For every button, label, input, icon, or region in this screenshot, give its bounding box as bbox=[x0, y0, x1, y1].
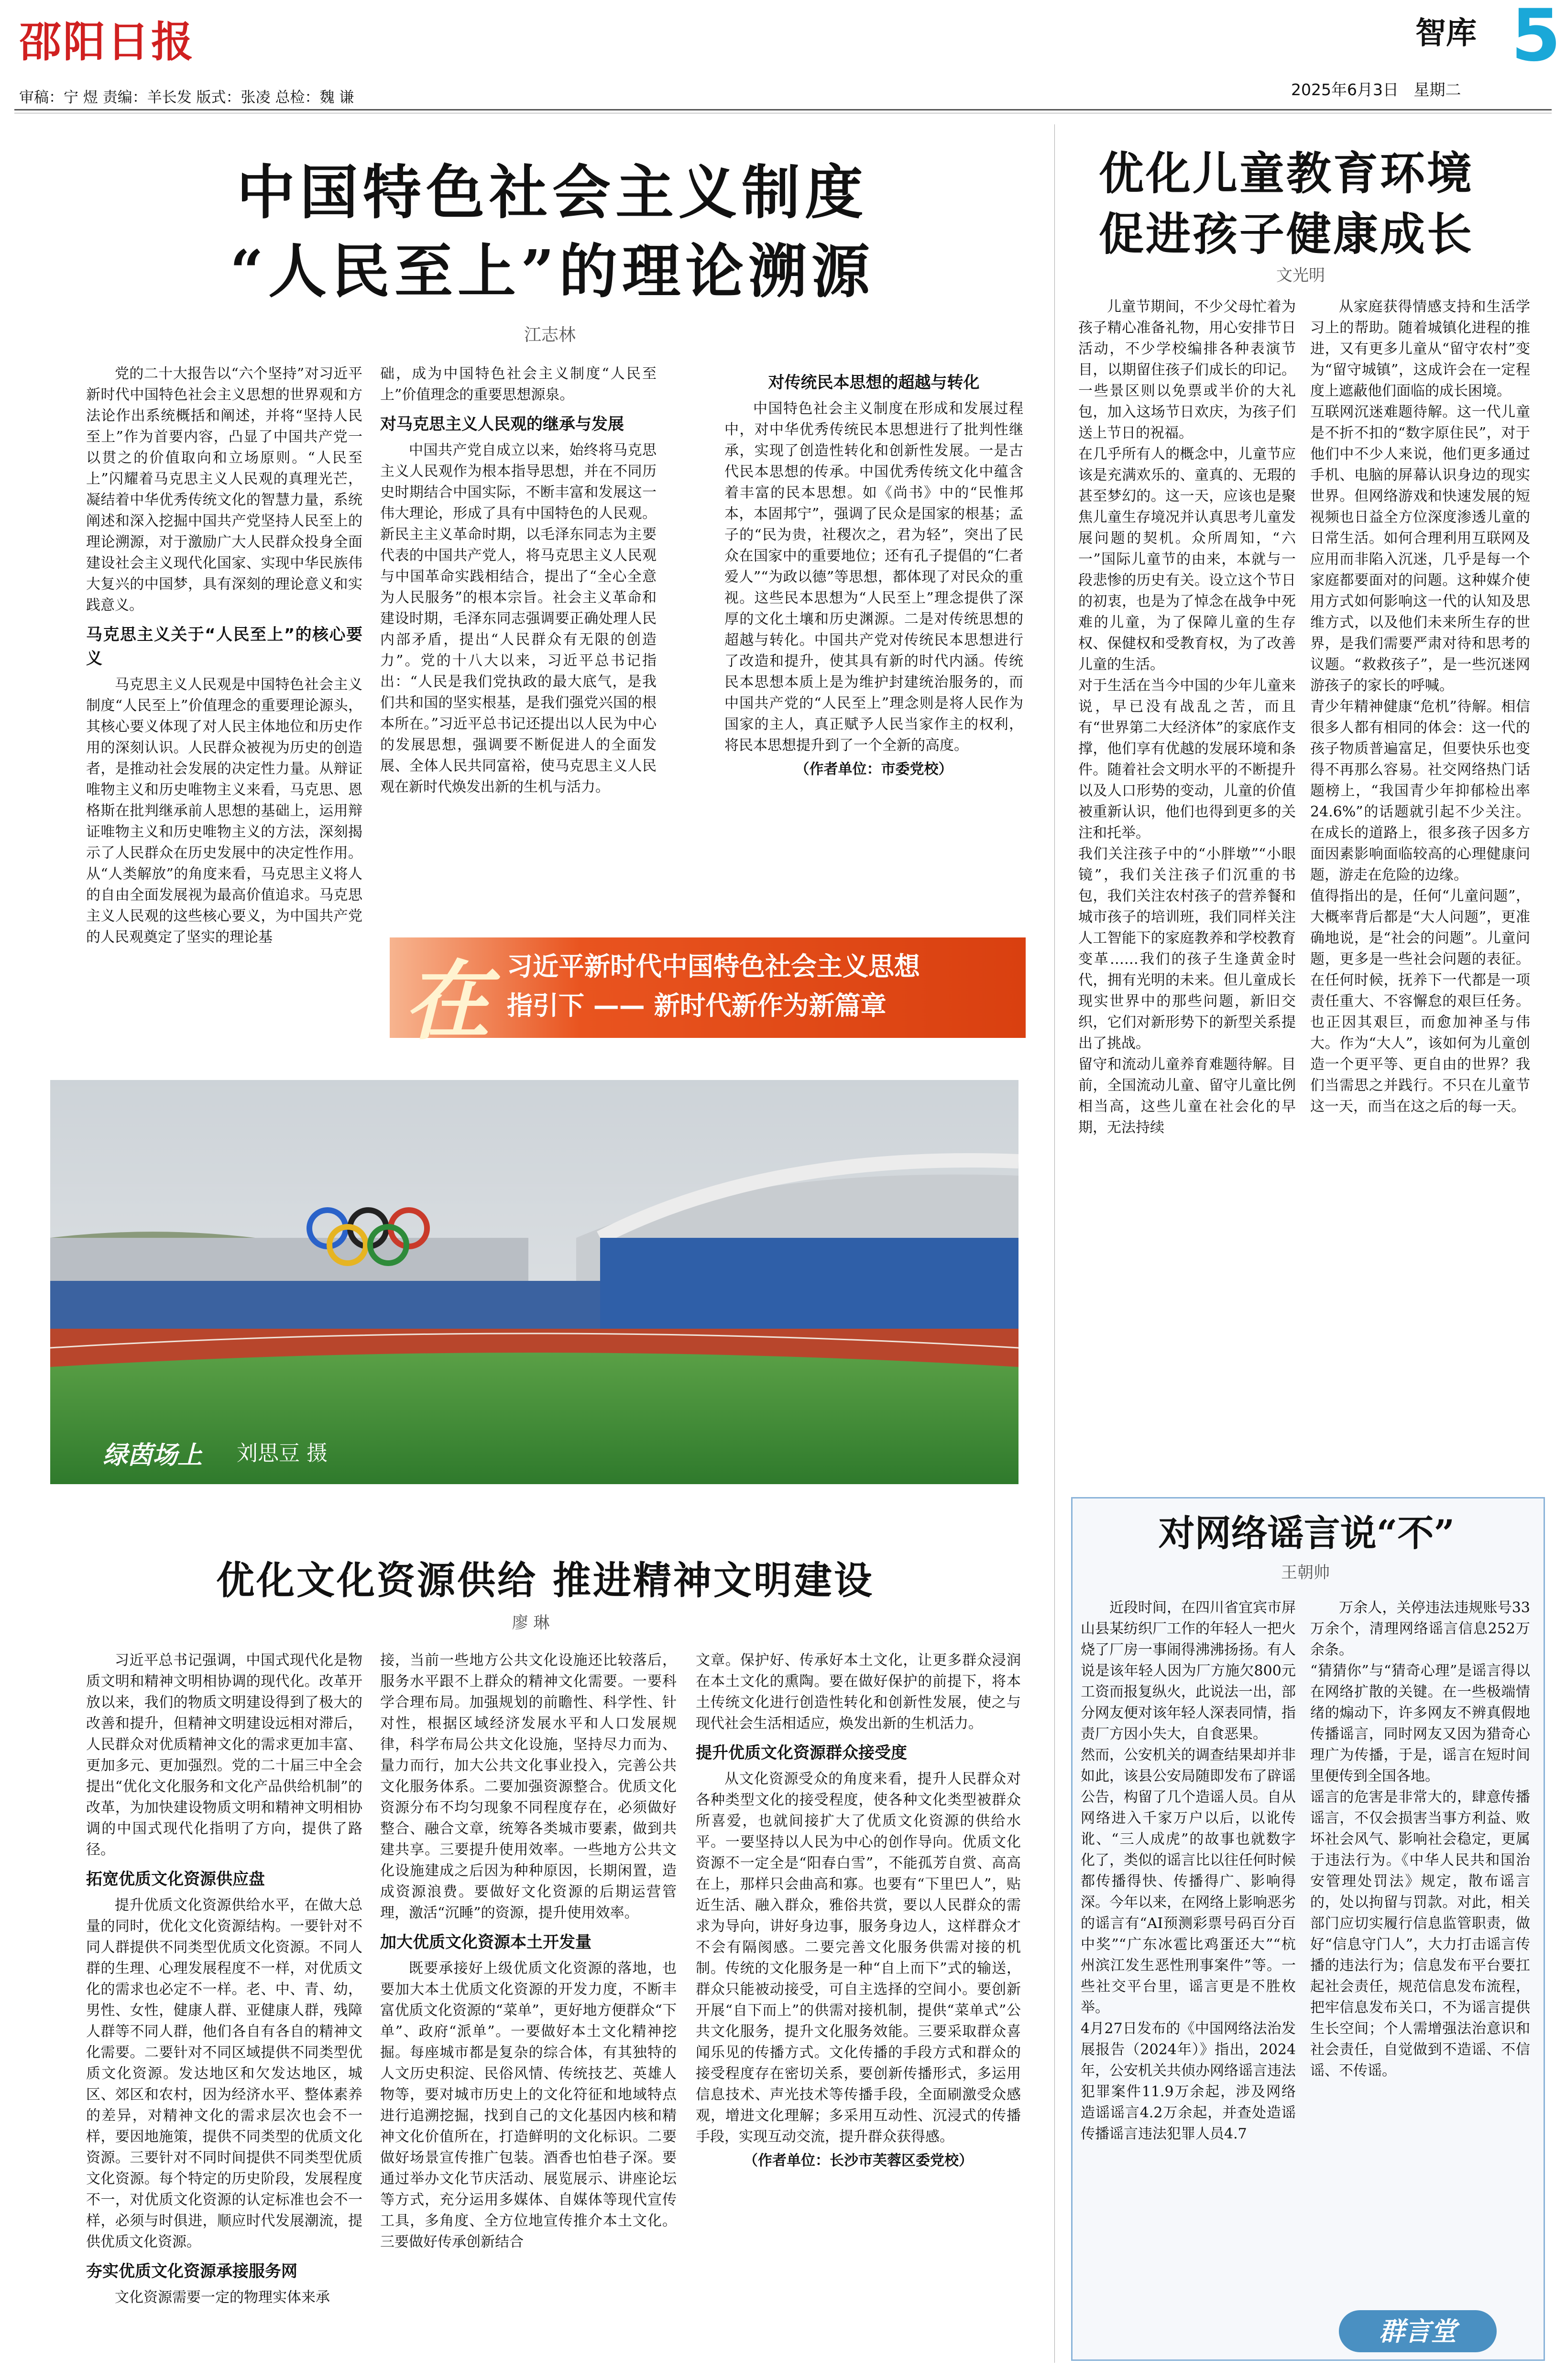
banner-big-character: 在 bbox=[404, 951, 491, 1052]
article1-paragraph: 党的二十大报告以“六个坚持”对习近平新时代中国特色社会主义思想的世界观和方法论作出系统概括和阐述，并将“坚持人民至上”作为首要内容，凸显了中国共产党一以贯之的价值取向和立场原则。“人民至上”闪耀着马克思主义人民观的真理光芒，凝结着中华优秀传统文化的智慧力量，系统阐述和深入挖掘中国共产党坚持人民至上的理论溯源，对于激励广大人民群众投身全面建设社会主义现代化国家、实现中华民族伟大复兴的中国梦，具有深刻的理论意义和实践意义。 bbox=[86, 365, 362, 614]
article3-column-2 bbox=[380, 1650, 677, 2368]
article3-subheading-3: 加大优质文化资源本土开发量 bbox=[380, 1933, 591, 1952]
article1-paragraph: 中国共产党自成立以来，始终将马克思主义人民观作为根本指导思想，并在不同历史时期结合中国实际，不断丰富和发展这一伟大理论，形成了具有中国特色的人民观。新民主主义革命时期，以毛泽东同志为主要代表的中国共产党人，将马克思主义人民观与中国革命实践相结合，提出了“全心全意为人民服务”的根本宗旨。社会主义革命和建设时期，毛泽东同志强调要正确处理人民内部矛盾，提出“人民群众有无限的创造力”。党的十八大以来，习近平总书记指出：“人民是我们党执政的最大底气，是我们共和国的坚实根基，是我们强党兴国的根本所在。”习近平总书记还提出以人民为中心的发展思想，强调要不断促进人的全面发展、全体人民共同富裕，使马克思主义人民观在新时代焕发出新的生机与活力。 bbox=[380, 442, 657, 795]
article2-author: 文光明 bbox=[1276, 266, 1325, 285]
article4-column-2: 万余人，关停违法违规账号33万余个，清理网络谣言信息252万余条。 “猜猜你”与“猜奇心理”是谣言得以在网络扩散的关键。在一些极端情绪的煽动下，许多网友不辨真假地传播谣言，同时网友又因为猎奇心理广为传播，于是，谣言在短时间里便传到全国各地。 谣言的危害是非常大的，肆意传播谣言，不仅会损害当事方利益、败坏社会风气、影响社会稳定，更属于违法行为。《中华人民共和国治安管理处罚法》规定，散布谣言的，处以拘留与罚款。对此，相关部门应切实履行信息监管职责，做好“信息守门人”，大力打击谣言传播的违法行为；信息发布平台要扛起社会责任，规范信息发布流程，把牢信息发布关口，不为谣言提供生长空间；个人需增强法治意识和社会责任，自觉做到不造谣、不信谣、不传谣。 bbox=[1310, 1599, 1530, 2079]
article1-title-line2: “人民至上”的理论溯源 bbox=[230, 236, 875, 306]
staff-line: 审稿：宁 煜 责编：羊长发 版式：张凌 总检：魏 谦 bbox=[19, 89, 354, 106]
article4-author: 王朝帅 bbox=[1281, 1563, 1330, 1582]
article3-paragraph: 既要承接好上级优质文化资源的落地，也要加大本土优质文化资源的开发力度，不断丰富优质文化资源的“菜单”，更好地方便群众“下单”、政府“派单”。一要做好本土文化精神挖掘。每座城市都是复杂的综合体，有其独特的人文历史积淀、民俗风情、传统技艺、英雄人物等，要对城市历史上的文化符征和地域特点进行追溯挖掘，找到自己的文化基因内核和精神文化价值所在，打造鲜明的文化标识。二要做好场景宣传推广包装。酒香也怕巷子深。要通过举办文化节庆活动、展览展示、讲座论坛等方式，充分运用多媒体、自媒体等现代宣传工具，多角度、全方位地宣传推介本土文化。三要做好传承创新结合 bbox=[380, 1960, 677, 2250]
column-divider bbox=[1054, 124, 1055, 2363]
article1-title-line1: 中国特色社会主义制度 bbox=[237, 158, 868, 227]
article1-subheading-2: 对马克思主义人民观的继承与发展 bbox=[380, 415, 624, 434]
article1-subheading-1: 马克思主义关于“人民至上”的核心要义 bbox=[86, 625, 362, 668]
article1-title bbox=[158, 153, 947, 310]
article3-author-note: （作者单位：长沙市芙蓉区委党校） bbox=[744, 2152, 973, 2169]
date: 2025年6月3日 bbox=[1291, 80, 1399, 99]
article3-subheading-2: 夯实优质文化资源承接服务网 bbox=[86, 2262, 297, 2281]
column-tag: 群言堂 bbox=[1339, 2310, 1497, 2352]
weekday: 星期二 bbox=[1413, 80, 1461, 99]
article2-title bbox=[1071, 143, 1501, 265]
article3-subheading-4: 提升优质文化资源群众接受度 bbox=[696, 1743, 907, 1763]
article3-paragraph: 从文化资源受众的角度来看，提升人民群众对各种类型文化的接受程度，使各种文化类型被群众所喜爱，也就间接扩大了优质文化资源的供给水平。一要坚持以人民为中心的创作导向。优质文化资源不一定全是“阳春白雪”，不能孤芳自赏、高高在上，那样只会曲高和寡。也要有“下里巴人”，贴近生活、融入群众，雅俗共赏，要以人民群众的需求为导向，讲好身边事，服务身边人，这样群众才不会有隔阂感。二要完善文化服务供需对接的机制。传统的文化服务是一种“自上而下”式的输送，群众只能被动接受，可自主选择的空间小。要创新开展“自下而上”的供需对接机制，提供“菜单式”公共文化服务，提升文化服务效能。三要采取群众喜闻乐见的传播方式。文化传播的手段方式和群众的接受程度存在密切关系，要创新传播形式，多运用信息技术、声光技术等传播手段，全面刷激受众感观，增进文化理解；多采用互动性、沉浸式的传播手段，实现互动交流，提升群众获得感。 bbox=[696, 1771, 1021, 2145]
dateline bbox=[1291, 77, 1461, 100]
article2-column-2: 从家庭获得情感支持和生活学习上的帮助。随着城镇化进程的推进，又有更多儿童从“留守农村”变为“留守城镇”，这成许会在一定程度上遮蔽他们面临的成长困境。 互联网沉迷难题待解。这一代儿童是不折不扣的“数字原住民”，对于他们中不少人来说，他们更多通过手机、电脑的屏幕认识身边的现实世界。但网络游戏和快速发展的短视频也日益全方位深度渗透儿童的日常生活。如何合理利用互联网及应用而非陷入沉迷，几乎是每一个家庭都要面对的问题。这种媒介使用方式如何影响这一代的认知及思维方式，以及他们未来所生存的世界，是我们需要严肃对待和思考的议题。“救救孩子”，是一些沉迷网游孩子的家长的呼喊。 青少年精神健康“危机”待解。相信很多人都有相同的体会：这一代的孩子物质普遍富足，但要快乐也变得不再那么容易。社交网络热门话题榜上，“我国青少年抑郁检出率24.6%”的话题就引起不少关注。在成长的道路上，很多孩子因多方面因素影响面临较高的心理健康问题，游走在危险的边缘。 值得指出的是，任何“儿童问题”，大概率背后都是“大人问题”，更准确地说，是“社会的问题”。儿童问题，更多是一些社会问题的表征。在任何时候，抚养下一代都是一项责任重大、不容懈怠的艰巨任务。也正因其艰巨，而愈加神圣与伟大。作为“大人”，该如何为儿童创造一个更平等、更自由的世界？我们当需思之并践行。不只在儿童节这一天，而当在这之后的每一天。 bbox=[1310, 298, 1530, 1115]
article4-title: 对网络谣言说“不” bbox=[1158, 1512, 1455, 1554]
photo-credit: 刘思豆 摄 bbox=[237, 1441, 328, 1465]
article2-title-line2: 促进孩子健康成长 bbox=[1098, 208, 1474, 261]
article1-paragraph: 马克思主义人民观是中国特色社会主义制度“人民至上”价值理念的重要理论源头，其核心要义体现了对人民主体地位和历史作用的深刻认识。人民群众被视为历史的创造者，是推动社会发展的决定性力量。从辩证唯物主义和历史唯物主义来看，马克思、恩格斯在批判继承前人思想的基础上，运用辩证唯物主义和历史唯物主义的方法，深刻揭示了人民群众在历史发展中的决定性作用。从“人类解放”的角度来看，马克思主义将人的自由全面发展视为最高价值追求。马克思主义人民观的这些核心要义，为中国共产党的人民观奠定了坚实的理论基 bbox=[86, 676, 362, 946]
article1-column-2 bbox=[380, 364, 657, 923]
article3-subheading-1: 拓宽优质文化资源供应盘 bbox=[86, 1870, 265, 1889]
article4-column-1: 近段时间，在四川省宜宾市屏山县某纺织厂工作的年轻人一把火烧了厂房一事闹得沸沸扬扬。有人说是该年轻人因为厂方施欠800元工资而报复纵火，此说法一出，部分网友便对该年轻人深表同情，指责厂方因小失大，自食恶果。 然而，公安机关的调查结果却并非如此，该县公安局随即发布了辟谣公告，构留了几个造谣人员。自从网络进入千家万户以后，以讹传讹、“三人成虎”的故事也就数字化了，类似的谣言比以往任何时候都传播得快、传播得广、影响得深。今年以来，在网络上影响恶劣的谣言有“AI预测彩票号码百分百中奖”“广东冰雹比鸡蛋还大”“杭州滨江发生恶性刑事案件”等。一些社交平台里，谣言更是不胜枚举。 4月27日发布的《中国网络法治发展报告（2024年）》指出，2024年，公安机关共侦办网络谣言违法犯罪案件11.9万余起，涉及网络造谣谣言4.2万余起，并查处造谣传播谣言违法犯罪人员4.7 bbox=[1081, 1599, 1296, 2142]
masthead-logo: 邵阳日报 bbox=[19, 17, 196, 66]
article1-column-1 bbox=[86, 364, 362, 1100]
page-number: 5 bbox=[1511, 0, 1561, 77]
article1-author-note: （作者单位：市委党校） bbox=[795, 761, 953, 778]
article2-title-line1: 优化儿童教育环境 bbox=[1098, 147, 1474, 200]
article3-paragraph: 文化资源需要一定的物理实体来承 bbox=[115, 2289, 330, 2306]
article2-column-1: 儿童节期间，不少父母忙着为孩子精心准备礼物，用心安排节日活动，不少学校编排各种表演节目，以期留住孩子们成长的印记。一些景区则以免票或半价的大礼包，加入这场节日欢庆，为孩子们送上节日的祝福。 在几乎所有人的概念中，儿童节应该是充满欢乐的、童真的、无瑕的甚至梦幻的。这一天，应该也是聚焦儿童生存境况并认真思考儿童发展问题的契机。众所周知，“六一”国际儿童节的由来，本就与一段悲惨的历史有关。设立这个节日的初衷，也是为了悼念在战争中死难的儿童，为了保障儿童的生存权、保健权和受教育权，为了改善儿童的生活。 对于生活在当今中国的少年儿童来说，早已没有战乱之苦，而且有“世界第二大经济体”的家底作支撑，他们享有优越的发展环境和条件。随着社会文明水平的不断提升以及人口形势的变动，儿童的价值被重新认识，他们也得到更多的关注和托举。 我们关注孩子中的“小胖墩”“小眼镜”，我们关注孩子们沉重的书包，我们关注农村孩子的营养餐和城市孩子的培训班，我们同样关注人工智能下的家庭教养和学校教育变革……我们的孩子生逢黄金时代，拥有光明的未来。但儿童成长现实世界中的那些问题，新旧交织，它们对新形势下的新型关系提出了挑战。 留守和流动儿童养育难题待解。目前，全国流动儿童、留守儿童比例相当高，这些儿童在社会化的早期，无法持续 bbox=[1078, 298, 1296, 1136]
article3-author: 廖 琳 bbox=[512, 1613, 550, 1632]
article3-column-3 bbox=[696, 1650, 1021, 2368]
article1-paragraph: 础，成为中国特色社会主义制度“人民至上”价值理念的重要思想源泉。 bbox=[380, 365, 657, 403]
header-rule bbox=[14, 109, 1552, 110]
article3-title: 优化文化资源供给 推进精神文明建设 bbox=[216, 1558, 874, 1603]
photo-caption: 绿茵场上 bbox=[103, 1441, 203, 1470]
article3-paragraph: 提升优质文化资源供给水平，在做大总量的同时，优化文化资源结构。一要针对不同人群提供不同类型优质文化资源。不同人群的生理、心理发展程度不一样，对优质文化的需求也必定不一样。老、中、青、幼，男性、女性，健康人群、亚健康人群，残障人群等不同人群，他们各自有各自的精神文化需要。二要针对不同区域提供不同类型优质文化资源。发达地区和欠发达地区，城区、郊区和农村，因为经济水平、整体素养的差异，对精神文化的需求层次也会不一样，要因地施策，提供不同类型的优质文化资源。三要针对不同时间提供不同类型优质文化资源。每个特定的历史阶段，发展程度不一，对优质文化资源的认定标准也会不一样，必须与时俱进，顺应时代发展潮流，提供优质文化资源。 bbox=[86, 1897, 362, 2250]
article1-subheading-3: 对传统民本思想的超越与转化 bbox=[768, 373, 980, 392]
banner-line-1: 习近平新时代中国特色社会主义思想 bbox=[507, 951, 920, 981]
stadium-photo bbox=[50, 1080, 1018, 1484]
banner-line-2: 指引下 —— 新时代新作为新篇章 bbox=[507, 991, 887, 1021]
article3-paragraph: 接，当前一些地方公共文化设施还比较落后，服务水平跟不上群众的精神文化需要。一要科学合理布局。加强规划的前瞻性、科学性、针对性，根据区域经济发展水平和人口发展规律，科学布局公共文化设施，坚持尽力而为、量力而行，加大公共文化事业投入，完善公共文化服务体系。二要加强资源整合。优质文化资源分布不均匀现象不同程度存在，必须做好整合、融合文章，统筹各类城市要素，做到共建共享。三要提升使用效率。一些地方公共文化设施建成之后因为种种原因，长期闲置，造成资源浪费。要做好文化资源的后期运营管理，激活“沉睡”的资源，提升使用效率。 bbox=[380, 1652, 677, 1921]
article1-author: 江志林 bbox=[524, 325, 576, 345]
article3-paragraph: 习近平总书记强调，中国式现代化是物质文明和精神文明相协调的现代化。改革开放以来，我们的物质文明建设得到了极大的改善和提升，但精神文明建设远相对滞后，人民群众对优质精神文化的需求更加丰富、更加多元、更加强烈。党的二十届三中全会提出“优化文化服务和文化产品供给机制”的改革，为加快建设物质文明和精神文明相协调的中国式现代化指明了方向，提供了路径。 bbox=[86, 1652, 362, 1858]
article3-column-1 bbox=[86, 1650, 362, 2368]
article3-paragraph: 文章。保护好、传承好本土文化，让更多群众浸润在本土文化的熏陶。要在做好保护的前提下，将本土传统文化进行创造性转化和创新性发展，使之与现代社会生活相适应，焕发出新的生机活力。 bbox=[696, 1652, 1021, 1732]
section-name: 智库 bbox=[1415, 16, 1477, 51]
article1-paragraph: 中国特色社会主义制度在形成和发展过程中，对中华优秀传统民本思想进行了批判性继承，实现了创造性转化和创新性发展。一是古代民本思想的传承。中国优秀传统文化中蕴含着丰富的民本思想。如《尚书》中的“民惟邦本，本固邦宁”，强调了民众是国家的根基；孟子的“民为贵，社稷次之，君为轻”，突出了民众在国家中的重要地位；还有孔子提倡的“仁者爱人”“为政以德”等思想，都体现了对民众的重视。这些民本思想为“人民至上”理念提供了深厚的文化土壤和历史渊源。二是对传统思想的超越与转化。中国共产党对传统民本思想进行了改造和提升，使其具有新的时代内涵。传统民本思想本质上是为维护封建统治服务的，而中国共产党的“人民至上”理念则是将人民作为国家的主人，真正赋予人民当家作主的权利，将民本思想提升到了一个全新的高度。 bbox=[724, 400, 1023, 754]
article1-column-3 bbox=[724, 371, 1023, 926]
